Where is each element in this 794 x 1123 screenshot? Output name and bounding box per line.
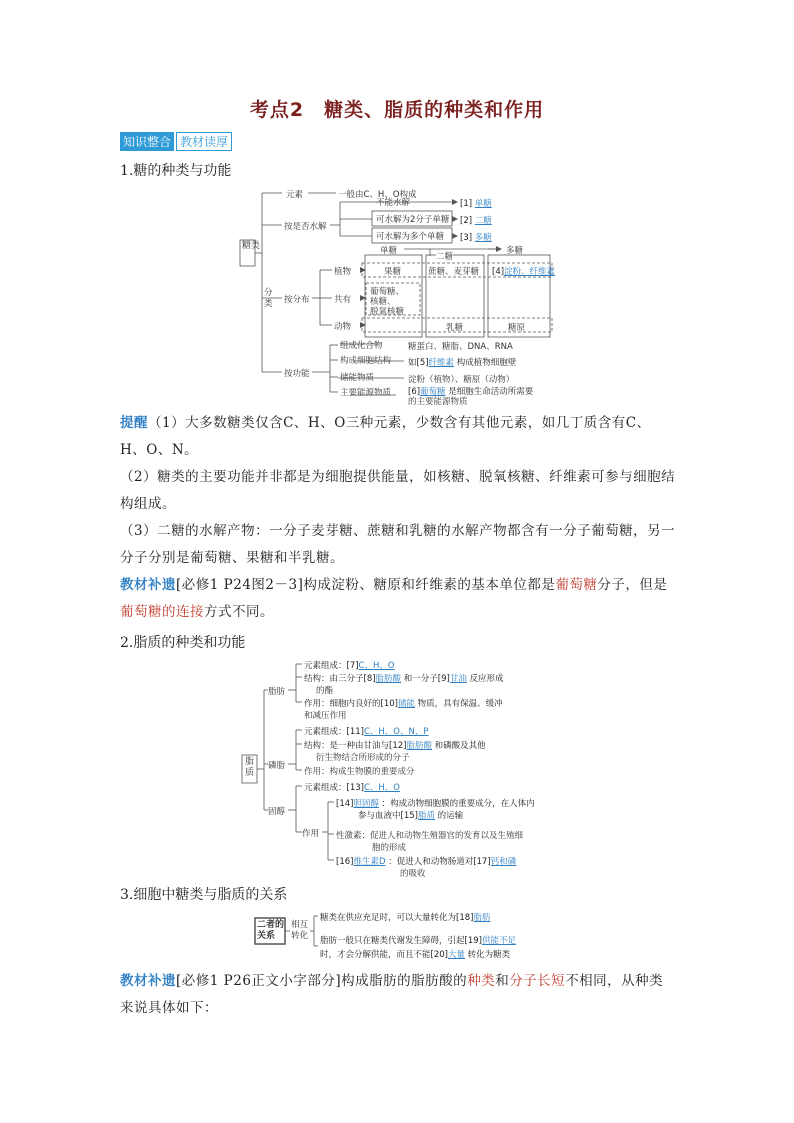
sterol-14: [14]胆固醇 ：构成动物细胞膜的重要成分，在人体内 [336, 799, 535, 809]
fat-element: 元素组成：[7]C、H、O [304, 661, 395, 671]
by-function: 按功能 [284, 369, 310, 379]
phos-structure: 结构：是一种由甘油与[12]脂肪酸 和磷酸及其他 [304, 741, 486, 751]
tip-1b: H、O、N。 [120, 442, 199, 458]
sex-hormone: 性激素：促进人和动物生殖器官的发育以及生殖细 [336, 831, 524, 841]
di-header: 二糖 [436, 252, 454, 262]
blank-1: [1] 单糖 [460, 199, 492, 209]
lactose: 乳糖 [446, 323, 464, 333]
fructose: 果糖 [384, 267, 402, 277]
sterol-element: 元素组成：[13]C、H、O [304, 783, 400, 793]
func-3-desc: 淀粉（植物）、糖原（动物） [408, 375, 515, 385]
blank-2: [2] 二糖 [460, 216, 492, 226]
highlight-link: 葡萄糖的连接 [120, 604, 204, 620]
section-heading-relation: 3.细胞中糖类与脂质的关系 [120, 887, 288, 903]
tip-3b: 分子分别是葡萄糖、果糖和半乳糖。 [120, 550, 344, 566]
fat-structure: 结构：由三分子[8]脂肪酸 和一分子[9]甘油 反应形成 [304, 674, 504, 684]
highlight-type: 种类 [467, 973, 496, 989]
by-distribution: 按分布 [284, 295, 310, 305]
hydrolysis-many: 可水解为多个单糖 [376, 232, 445, 242]
sterol-16-2: 的吸收 [400, 869, 426, 879]
sugar-classify: 分类 [264, 288, 273, 309]
func-1-desc: 糖蛋白、糖脂、DNA、RNA [408, 342, 513, 352]
tips-block: 提醒（1）大多数糖类仅含C、H、O三种元素，少数含有其他元素，如几丁质含有C、 H、O、N。 （2）糖类的主要功能并非都是为细胞提供能量，如核糖、脱氧核糖、纤维素可参与细胞结 构组成。 （3）二糖的水解产物：一分子麦芽糖、蔗糖和乳糖的水解产物都含有一分子葡萄糖，另一 分子分别是葡萄糖、果糖和半乳糖。 教材补遗[必修1 P24图2－3]构成淀粉、糖原和纤维素的基本单位都是葡萄糖分子，但是 葡萄糖的连接方式不同。 [120, 410, 680, 626]
relation-1: 糖类在供应充足时，可以大量转化为[18]脂肪 [320, 913, 491, 923]
sterol-15: 参与血液中[15]脂质 的运输 [358, 811, 464, 821]
textbook2-block: 教材补遗[必修1 P26正文小字部分]构成脂肪的脂肪酸的种类和分子长短不相同，从种类 来说具体如下： [120, 968, 680, 1022]
phos-structure-2: 衍生物结合所形成的分子 [316, 753, 410, 763]
sterol-function: 作用 [302, 829, 320, 839]
tip-2b: 构组成。 [120, 496, 176, 512]
plant-label: 植物 [334, 267, 352, 277]
by-hydrolysis: 按是否水解 [284, 222, 327, 232]
lipid-root: 脂质 [245, 757, 255, 778]
sterol-label: 固醇 [268, 807, 286, 817]
blank-4: [4]淀粉、纤维素 [492, 267, 556, 277]
animal-label: 动物 [334, 322, 352, 332]
sugar-element-desc: 一般由C、H、O构成 [338, 190, 417, 200]
relation-3: 时，才会分解供能，而且不能[20]大量 转化为糖类 [320, 950, 511, 960]
glycogen: 糖原 [508, 323, 526, 333]
tip-1a: （1）大多数糖类仅含C、H、O三种元素，少数含有其他元素，如几丁质含有C、 [148, 415, 651, 431]
sex-hormone-2: 胞的形成 [372, 843, 407, 853]
highlight-glucose: 葡萄糖 [555, 577, 598, 593]
common-sugar-3: 脱氧核糖 [370, 307, 405, 317]
phos-function: 作用：构成生物膜的重要成分 [304, 767, 415, 777]
textbook2-line2: 来说具体如下： [120, 1000, 218, 1016]
blank-3: [3] 多糖 [460, 233, 492, 243]
mutual-conversion: 相互 转化 [291, 920, 309, 941]
tip-2a: （2）糖类的主要功能并非都是为细胞提供能量，如核糖、脱氧核糖、纤维素可参与细胞结 [120, 469, 676, 485]
func-2-desc: 如[5]纤维素 构成植物细胞壁 [408, 358, 517, 368]
page-title: 考点2 糖类、脂质的种类和作用 [249, 99, 545, 121]
func-4: 主要能源物质 [340, 388, 392, 398]
fat-structure-2: 的酯 [316, 686, 334, 696]
textbook1-label: 教材补遗 [120, 577, 176, 593]
sterol-16: [16]维生素D ：促进人和动物肠道对[17]钙和磷 [336, 857, 517, 867]
fat-label: 脂肪 [268, 687, 286, 697]
func-4-desc: [6]葡萄糖 是细胞生命活动所需要 [408, 387, 534, 397]
no-hydrolysis: 不能水解 [376, 198, 411, 208]
tips-label: 提醒 [120, 415, 148, 431]
highlight-length: 分子长短 [509, 973, 566, 989]
section-heading-lipid: 2.脂质的种类和功能 [120, 635, 246, 651]
tag-textbook: 教材读厚 [176, 132, 232, 151]
fat-function-2: 和减压作用 [304, 711, 347, 721]
section-heading-sugar: 1.糖的种类与功能 [120, 163, 232, 179]
sucrose-maltose: 蔗糖、麦芽糖 [428, 267, 480, 277]
poly-header: 多糖 [506, 246, 524, 256]
tag-knowledge: 知识整合 [120, 132, 174, 151]
func-1: 组成化合物 [340, 341, 383, 351]
textbook2-label: 教材补遗 [120, 973, 176, 989]
sugar-root: 糖类 [242, 241, 261, 251]
hydrolysis-2: 可水解为2分子单糖 [376, 215, 450, 225]
func-4-desc-2: 的主要能源物质 [408, 397, 468, 407]
phospholipid-label: 磷脂 [268, 761, 286, 771]
relation-2: 脂肪一般只在糖类代谢发生障碍，引起[19]供能不足 [320, 936, 516, 946]
relation-box: 二者的 关系 [257, 920, 285, 941]
mono-header: 单糖 [380, 246, 398, 256]
common-sugar-1: 葡萄糖、 [370, 287, 405, 297]
phos-element: 元素组成：[11]C、H、O、N、P [304, 727, 429, 737]
func-2: 构成细胞结构 [340, 356, 392, 366]
func-3: 储能物质 [340, 373, 375, 383]
fat-function: 作用：细胞内良好的[10]储能 物质，具有保温、缓冲 [304, 699, 503, 709]
sugar-element: 元素 [286, 190, 304, 200]
common-sugar-2: 核糖、 [370, 297, 396, 307]
common-label: 共有 [334, 295, 352, 305]
tip-3a: （3）二糖的水解产物：一分子麦芽糖、蔗糖和乳糖的水解产物都含有一分子葡萄糖，另一 [120, 523, 676, 539]
